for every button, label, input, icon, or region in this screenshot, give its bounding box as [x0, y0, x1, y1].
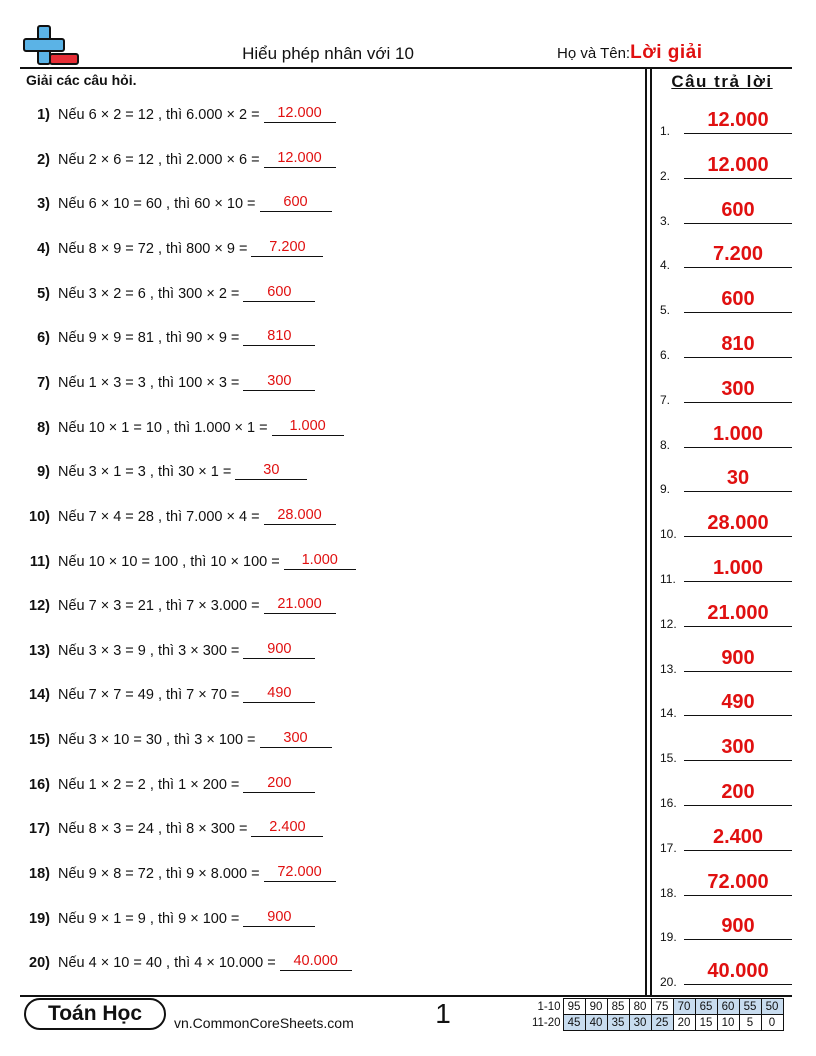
score-cell: 15 — [695, 1015, 717, 1031]
score-cell: 40 — [585, 1015, 607, 1031]
question-text: Nếu 6 × 10 = 60 , thì 60 × 10 = — [58, 196, 256, 213]
answer-key-value[interactable]: 490 — [721, 691, 755, 714]
question-row — [22, 544, 356, 570]
score-cell: 85 — [607, 999, 629, 1015]
answer-blank[interactable]: 600 — [243, 284, 315, 302]
question-row — [22, 499, 336, 525]
score-cell: 10 — [717, 1015, 739, 1031]
score-row-label: 11-20 — [531, 1016, 561, 1029]
question-row — [22, 633, 315, 659]
question-number: 4) — [37, 240, 50, 257]
score-row — [527, 999, 783, 1015]
question-text: Nếu 9 × 9 = 81 , thì 90 × 9 = — [58, 330, 240, 347]
name-field — [557, 42, 703, 64]
answer-key-number: 16. — [660, 796, 677, 810]
question-row — [22, 722, 332, 748]
answer-blank[interactable]: 28.000 — [264, 507, 336, 525]
question-row — [22, 856, 336, 882]
answer-key-value[interactable]: 600 — [721, 288, 755, 311]
answer-key-line — [684, 133, 792, 134]
answer-column-divider — [645, 68, 647, 996]
question-text: Nếu 7 × 7 = 49 , thì 7 × 70 = — [58, 687, 240, 704]
answer-key-line — [684, 536, 792, 537]
question-number: 3) — [37, 196, 50, 213]
question-number: 14) — [29, 687, 50, 704]
answer-key-value[interactable]: 900 — [721, 915, 755, 938]
answer-blank[interactable]: 2.400 — [251, 819, 323, 837]
answer-blank[interactable]: 1.000 — [272, 418, 344, 436]
answer-key-row — [660, 334, 792, 362]
answer-key-line — [684, 760, 792, 761]
question-number: 15) — [29, 732, 50, 749]
answer-key-row — [660, 110, 792, 138]
score-table — [527, 998, 784, 1031]
question-row — [22, 186, 332, 212]
answer-blank[interactable]: 900 — [243, 641, 315, 659]
page-number: 1 — [435, 998, 451, 1029]
question-number: 2) — [37, 151, 50, 168]
question-text: Nếu 3 × 10 = 30 , thì 3 × 100 = — [58, 732, 256, 749]
answer-key-line — [684, 939, 792, 940]
answer-key-row — [660, 737, 792, 765]
question-number: 8) — [37, 419, 50, 436]
score-cell: 0 — [761, 1015, 783, 1031]
footer-divider — [20, 995, 792, 997]
header-divider — [20, 67, 792, 69]
answer-key-line — [684, 178, 792, 179]
answer-key-line — [684, 447, 792, 448]
answer-blank[interactable]: 30 — [235, 462, 307, 480]
question-row — [22, 320, 315, 346]
answer-key-row — [660, 200, 792, 228]
answer-key-number: 15. — [660, 751, 677, 766]
question-text: Nếu 1 × 3 = 3 , thì 100 × 3 = — [58, 374, 240, 391]
answer-key-value[interactable]: 30 — [726, 467, 750, 490]
answer-key-number: 9. — [660, 482, 671, 497]
answer-key-value[interactable]: 1.000 — [712, 422, 764, 445]
answer-key-value[interactable]: 1.000 — [712, 557, 764, 579]
score-cell: 35 — [607, 1015, 629, 1031]
answer-key-value[interactable]: 600 — [721, 198, 755, 221]
answer-key-line — [684, 357, 792, 358]
name-label: Họ và Tên: — [557, 45, 631, 62]
answer-key-row — [660, 468, 792, 496]
question-row — [22, 945, 352, 971]
answer-key-row — [660, 289, 792, 317]
question-row — [22, 410, 344, 436]
answer-key-number: 11. — [660, 572, 676, 586]
answer-key-row — [660, 155, 792, 183]
answer-key-row — [660, 244, 792, 272]
score-cell: 50 — [761, 999, 783, 1015]
question-text: Nếu 8 × 3 = 24 , thì 8 × 300 = — [58, 821, 248, 838]
answer-key-value[interactable]: 12.000 — [707, 109, 769, 131]
question-number: 9) — [37, 464, 50, 481]
score-cell: 70 — [673, 999, 695, 1015]
answer-key-line — [684, 671, 792, 672]
answer-key-number: 7. — [660, 392, 671, 407]
answer-key-value[interactable]: 810 — [721, 333, 755, 355]
question-row — [22, 811, 323, 837]
question-number: 11) — [29, 553, 50, 570]
question-row — [22, 677, 315, 703]
answer-key-number: 8. — [660, 437, 671, 452]
answer-key-row — [660, 558, 792, 586]
answer-key-value[interactable]: 21.000 — [707, 601, 769, 624]
score-cell: 45 — [563, 1015, 585, 1031]
question-text: Nếu 3 × 2 = 6 , thì 300 × 2 = — [58, 285, 240, 302]
answer-blank[interactable]: 600 — [260, 194, 332, 212]
answer-key-value[interactable]: 12.000 — [707, 153, 769, 176]
question-number: 20) — [29, 955, 50, 972]
answer-blank[interactable]: 490 — [243, 685, 315, 703]
answer-blank[interactable]: 12.000 — [264, 150, 336, 168]
answer-key-row — [660, 692, 792, 720]
answer-blank[interactable]: 300 — [260, 730, 332, 748]
question-number: 12) — [29, 598, 50, 615]
answer-key-line — [684, 984, 792, 985]
answer-key-number: 14. — [660, 706, 677, 721]
score-cell: 20 — [673, 1015, 695, 1031]
answer-key-value[interactable]: 900 — [721, 646, 755, 669]
question-text: Nếu 10 × 10 = 100 , thì 10 × 100 = — [58, 553, 280, 570]
answer-key-value[interactable]: 2.400 — [712, 825, 764, 848]
answer-key-row — [660, 603, 792, 631]
answer-key-number: 17. — [660, 840, 677, 855]
answer-key-number: 5. — [660, 303, 671, 318]
answer-key-value[interactable]: 300 — [721, 736, 755, 759]
question-text: Nếu 7 × 3 = 21 , thì 7 × 3.000 = — [58, 598, 260, 615]
answer-key-number: 12. — [660, 616, 677, 631]
instructions: Giải các câu hỏi. — [26, 72, 137, 88]
question-text: Nếu 6 × 2 = 12 , thì 6.000 × 2 = — [58, 107, 260, 123]
score-cell: 75 — [651, 999, 673, 1015]
score-row — [527, 1015, 783, 1031]
answer-key-value[interactable]: 72.000 — [707, 870, 769, 893]
answer-column-header: Câu trả lời — [671, 72, 773, 91]
question-text: Nếu 1 × 2 = 2 , thì 1 × 200 = — [58, 776, 240, 793]
answer-key-line — [684, 312, 792, 313]
answer-key-line — [684, 805, 792, 806]
answer-key-number: 1. — [660, 124, 671, 138]
answer-key-value[interactable]: 300 — [721, 377, 755, 400]
question-row — [22, 142, 336, 168]
answer-key-line — [684, 267, 792, 268]
question-text: Nếu 7 × 4 = 28 , thì 7.000 × 4 = — [58, 508, 260, 525]
site-url: vn.CommonCoreSheets.com — [174, 1015, 354, 1031]
score-cell: 55 — [739, 999, 761, 1015]
answer-key-value[interactable]: 7.200 — [712, 243, 764, 266]
answer-blank[interactable]: 900 — [243, 909, 315, 927]
question-number: 19) — [29, 910, 50, 927]
question-text: Nếu 2 × 6 = 12 , thì 2.000 × 6 = — [58, 151, 260, 168]
score-cell: 65 — [695, 999, 717, 1015]
answer-key-line — [684, 581, 792, 582]
answer-key-number: 18. — [660, 885, 677, 900]
answer-key-number: 19. — [660, 930, 677, 945]
question-number: 10) — [29, 508, 50, 525]
answer-blank[interactable]: 200 — [243, 775, 315, 793]
answer-key-line — [684, 626, 792, 627]
answer-key-value[interactable]: 40.000 — [707, 960, 769, 983]
name-value: Lời giải — [630, 42, 703, 63]
answer-key-row — [660, 916, 792, 944]
score-row-label: 1-10 — [537, 1000, 561, 1013]
answer-key-line — [684, 895, 792, 896]
question-text: Nếu 3 × 3 = 9 , thì 3 × 300 = — [58, 642, 240, 659]
question-row — [22, 231, 323, 257]
question-number: 13) — [29, 642, 50, 659]
answer-key-line — [684, 850, 792, 851]
answer-blank[interactable]: 12.000 — [264, 105, 336, 123]
question-number: 7) — [37, 374, 50, 391]
brand-badge: Toán Học — [24, 998, 166, 1030]
answer-key-row — [660, 513, 792, 541]
answer-blank[interactable]: 810 — [243, 328, 315, 346]
answer-key-number: 10. — [660, 527, 677, 542]
answer-key-value[interactable]: 28.000 — [707, 512, 769, 535]
answer-key-number: 2. — [660, 168, 671, 183]
question-row — [22, 588, 336, 614]
score-cell: 5 — [739, 1015, 761, 1031]
answer-key-row — [660, 379, 792, 407]
answer-key-row — [660, 872, 792, 900]
answer-key-number: 3. — [660, 213, 671, 228]
answer-blank[interactable]: 21.000 — [264, 596, 336, 614]
score-cell: 60 — [717, 999, 739, 1015]
question-number: 17) — [29, 821, 50, 838]
question-text: Nếu 9 × 8 = 72 , thì 9 × 8.000 = — [58, 866, 260, 883]
answer-blank[interactable]: 72.000 — [264, 864, 336, 882]
answer-key-row — [660, 424, 792, 452]
question-row — [22, 365, 315, 391]
answer-key-line — [684, 715, 792, 716]
answer-key-number: 4. — [660, 258, 671, 273]
question-number: 1) — [37, 107, 50, 123]
answer-blank[interactable]: 7.200 — [251, 239, 323, 257]
answer-blank[interactable]: 300 — [243, 373, 315, 391]
answer-key-number: 6. — [660, 348, 671, 362]
question-number: 5) — [37, 285, 50, 302]
question-text: Nếu 9 × 1 = 9 , thì 9 × 100 = — [58, 910, 240, 927]
answer-key-line — [684, 402, 792, 403]
answer-blank[interactable]: 40.000 — [280, 953, 352, 971]
answer-column-divider-inner — [650, 68, 652, 996]
answer-key-line — [684, 491, 792, 492]
question-text: Nếu 10 × 1 = 10 , thì 1.000 × 1 = — [58, 419, 268, 436]
question-row — [22, 276, 315, 302]
question-row — [22, 901, 315, 927]
answer-key-line — [684, 223, 792, 224]
question-row — [22, 97, 336, 123]
answer-key-number: 13. — [660, 661, 677, 676]
answer-key-row — [660, 961, 792, 989]
question-row — [22, 767, 315, 793]
answer-blank[interactable]: 1.000 — [284, 552, 356, 570]
question-number: 18) — [29, 866, 50, 883]
answer-key-row — [660, 648, 792, 676]
answer-key-value[interactable]: 200 — [721, 781, 755, 803]
answer-key-row — [660, 827, 792, 855]
score-cell: 30 — [629, 1015, 651, 1031]
question-text: Nếu 8 × 9 = 72 , thì 800 × 9 = — [58, 240, 248, 257]
score-cell: 25 — [651, 1015, 673, 1031]
worksheet-title: Hiểu phép nhân với 10 — [242, 44, 414, 63]
answer-key-row — [660, 782, 792, 810]
question-text: Nếu 4 × 10 = 40 , thì 4 × 10.000 = — [58, 955, 276, 972]
question-number: 6) — [37, 330, 50, 347]
score-cell: 90 — [585, 999, 607, 1015]
score-cell: 95 — [563, 999, 585, 1015]
answer-key-number: 20. — [660, 975, 677, 990]
score-cell: 80 — [629, 999, 651, 1015]
question-text: Nếu 3 × 1 = 3 , thì 30 × 1 = — [58, 464, 232, 481]
question-number: 16) — [29, 776, 50, 793]
question-row — [22, 454, 307, 480]
